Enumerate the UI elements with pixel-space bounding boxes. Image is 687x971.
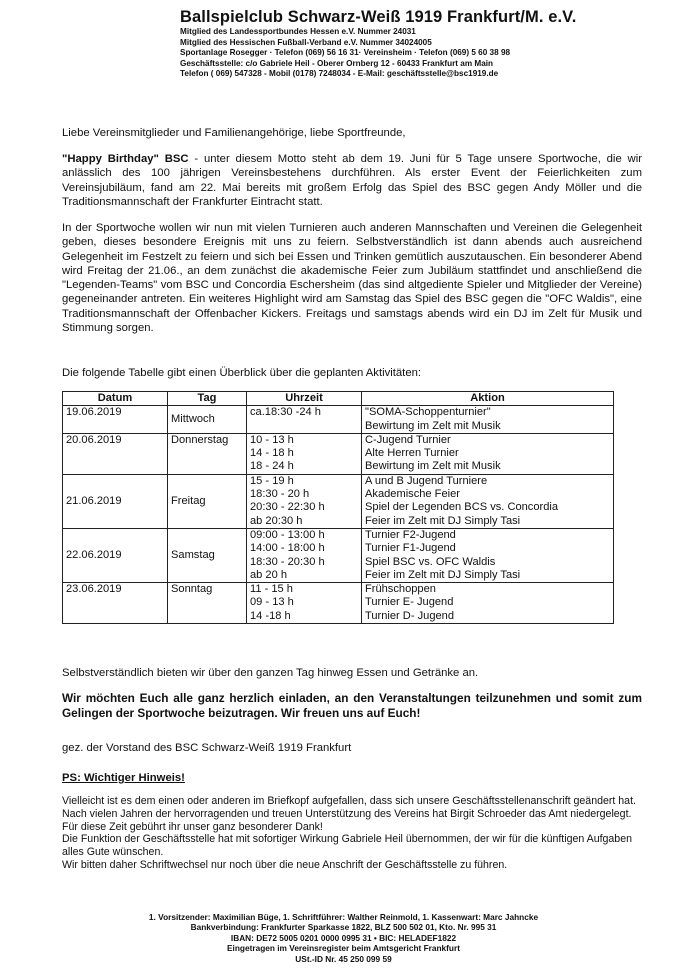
action-entry: Feier im Zelt mit DJ Simply Tasi [365,568,521,581]
time-entry: 18:30 - 20 h [250,488,310,501]
cell-actions [362,433,614,474]
cell-times [247,474,362,528]
paragraph-sportwoche: In der Sportwoche wollen wir nun mit vielen Turnieren auch anderen Mannschaften und Vereinen die Gelegenheit geben, dieses besondere Ereignis mit uns zu feiern. Selbstverständlich ist dann abends auch ausreichend Gelegenheit im Festzelt zu feiern und sich bei Essen und Trinken gemütlich auszutauschen. Ein besonderer Abend wird Freitag der 21.06., an dem zunächst die akademische Feier zum Jubiläum stattfindet und anschließend die "Legenden-Teams" vom BSC und Concordia Eschersheim (das sind altgediente Spieler und Mitglieder der Vereine) gegeneinander antreten. Ein weiteres Highlight wird am Samstag das Spiel des BSC gegen die "OFC Waldis", eine Traditionsmannschaft der Offenbacher Kickers. Freitags und samstags abends wird ein DJ im Zelt für Musik und Stimmung sorgen. [62,222,642,335]
time-entry: 15 - 19 h [250,474,294,487]
table-row [63,474,614,528]
cell-actions [362,583,614,624]
ps-paragraph: Wir bitten daher Schriftwechsel nur noch über die neue Anschrift der Geschäftsstelle zu führen. [62,858,508,871]
action-entry: C-Jugend Turnier [365,433,451,446]
paragraph-intro [62,152,642,209]
header-datum: Datum [63,392,168,406]
club-name: Ballspielclub Schwarz-Weiß 1919 Frankfurt/M. e.V. [180,8,577,26]
action-entry: Alte Herren Turnier [365,447,459,460]
header-aktion: Aktion [362,392,614,406]
cell-times [247,406,362,434]
cell-actions [362,406,614,434]
invitation: Wir möchten Euch alle ganz herzlich einladen, an den Veranstaltungen teilzunehmen und somit zum Gelingen der Sportwoche beizutragen. Wir freuen uns auf Euch! [62,691,642,720]
footer-line: IBAN: DE72 5005 0201 0000 0995 31 • BIC: HELADEF1822 [230,932,457,943]
time-entry: 20:30 - 22:30 h [250,501,325,514]
schedule-table [62,391,614,624]
greeting: Liebe Vereinsmitglieder und Familienangehörige, liebe Sportfreunde, [62,127,406,139]
footer-line: Bankverbindung: Frankfurter Sparkasse 1822, BLZ 500 502 01, Kto. Nr. 995 31 [190,922,497,933]
time-entry: ab 20:30 h [250,514,303,527]
action-entry: Turnier F1-Jugend [365,542,456,555]
letterhead-line: Sportanlage Rosegger · Telefon (069) 56 16 31· Vereinsheim · Telefon (069) 5 60 38 98 [180,48,511,58]
time-entry: 18:30 - 20:30 h [250,555,325,568]
footer-line: Eingetragen im Vereinsregister beim Amtsgericht Frankfurt [227,943,460,954]
cell-day: Samstag [168,528,247,582]
action-entry: Turnier D- Jugend [365,609,454,622]
cell-date: 20.06.2019 [63,433,168,474]
time-entry: ab 20 h [250,568,288,581]
footer-line: USt.-ID Nr. 45 250 099 59 [295,953,392,964]
ps-heading: PS: Wichtiger Hinweis! [62,772,185,784]
ps-text [62,795,642,872]
action-entry: "SOMA-Schoppenturnier" [365,406,491,419]
table-row [63,528,614,582]
time-entry: 14 - 18 h [250,447,294,460]
time-entry: 09:00 - 13:00 h [250,528,325,541]
header-tag: Tag [168,392,247,406]
ps-paragraph: Vielleicht ist es dem einen oder anderen im Briefkopf aufgefallen, dass sich unsere Geschäftsstellenanschrift geändert hat. Nach vielen Jahren der hervorragenden und treuen Unterstützung des Vereins hat Birgit Schroeder das Amt niedergelegt. Für diese Zeit gebührt ihr unser ganz besonderer Dank! [62,795,636,833]
cell-actions [362,528,614,582]
cell-date: 19.06.2019 [63,406,168,434]
table-row [63,583,614,624]
time-entry: 14 -18 h [250,609,291,622]
letterhead-line: Mitglied des Hessischen Fußball-Verband e.V. Nummer 34024005 [180,37,432,47]
letterhead-line: Mitglied des Landessportbundes Hessen e.V. Nummer 24031 [180,27,416,36]
cell-times [247,528,362,582]
action-entry: Bewirtung im Zelt mit Musik [365,419,501,432]
ps-paragraph: Die Funktion der Geschäftsstelle hat mit sofortiger Wirkung Gabriele Heil übernommen, der wir für die künftigen Aufgaben alles Gute wünschen. [62,833,632,859]
action-entry: Spiel der Legenden BCS vs. Concordia [365,501,559,514]
cell-day: Donnerstag [168,433,247,474]
closing-note: Selbstverständlich bieten wir über den ganzen Tag hinweg Essen und Getränke an. [62,667,479,679]
cell-date: 22.06.2019 [63,528,168,582]
signature: gez. der Vorstand des BSC Schwarz-Weiß 1919 Frankfurt [62,742,352,754]
table-header-row [63,392,614,406]
paragraph-intro-text: - unter diesem Motto steht ab dem 19. Juni für 5 Tage unsere Sportwoche, die wir anlässlich des 100 jährigen Vereinsbestehens durchführen. Als erster Event der Feierlichkeiten zum Vereinsjubiläum, fand am 22. Mai bereits mit großem Erfolg das Spiel des BSC gegen Andy Möller und die Traditionsmannschaft der Frankfurter Eintracht statt. [62,153,642,208]
action-entry: Turnier F2-Jugend [365,528,456,541]
cell-day: Mittwoch [168,406,247,434]
time-entry: 14:00 - 18:00 h [250,542,325,555]
action-entry: Frühschoppen [365,583,436,596]
footer [0,912,687,964]
time-entry: ca.18:30 -24 h [250,406,321,419]
cell-times [247,433,362,474]
action-entry: Bewirtung im Zelt mit Musik [365,460,501,473]
table-intro: Die folgende Tabelle gibt einen Überblick über die geplanten Aktivitäten: [62,367,422,379]
header-uhrzeit: Uhrzeit [247,392,362,406]
cell-date: 23.06.2019 [63,583,168,624]
table-row [63,433,614,474]
time-entry: 18 - 24 h [250,460,294,473]
action-entry: Akademische Feier [365,488,460,501]
letterhead [180,8,680,80]
action-entry: Spiel BSC vs. OFC Waldis [365,555,496,568]
time-entry: 11 - 15 h [250,583,293,596]
motto: "Happy Birthday" BSC [62,153,189,165]
cell-actions [362,474,614,528]
action-entry: Turnier E- Jugend [365,596,454,609]
action-entry: Feier im Zelt mit DJ Simply Tasi [365,514,521,527]
letterhead-line: Telefon ( 069) 547328 - Mobil (0178) 7248034 - E-Mail: geschäftsstelle@bsc1919.de [180,69,499,79]
cell-times [247,583,362,624]
time-entry: 10 - 13 h [250,433,294,446]
cell-day: Freitag [168,474,247,528]
table-row [63,406,614,434]
letterhead-line: Geschäftsstelle: c/o Gabriele Heil - Oberer Ornberg 12 - 60433 Frankfurt am Main [180,58,494,68]
time-entry: 09 - 13 h [250,596,294,609]
action-entry: A und B Jugend Turniere [365,474,488,487]
cell-date: 21.06.2019 [63,474,168,528]
cell-day: Sonntag [168,583,247,624]
footer-line: 1. Vorsitzender: Maximilian Büge, 1. Schriftführer: Walther Reinmold, 1. Kassenwart: Marc Jahncke [148,912,539,922]
